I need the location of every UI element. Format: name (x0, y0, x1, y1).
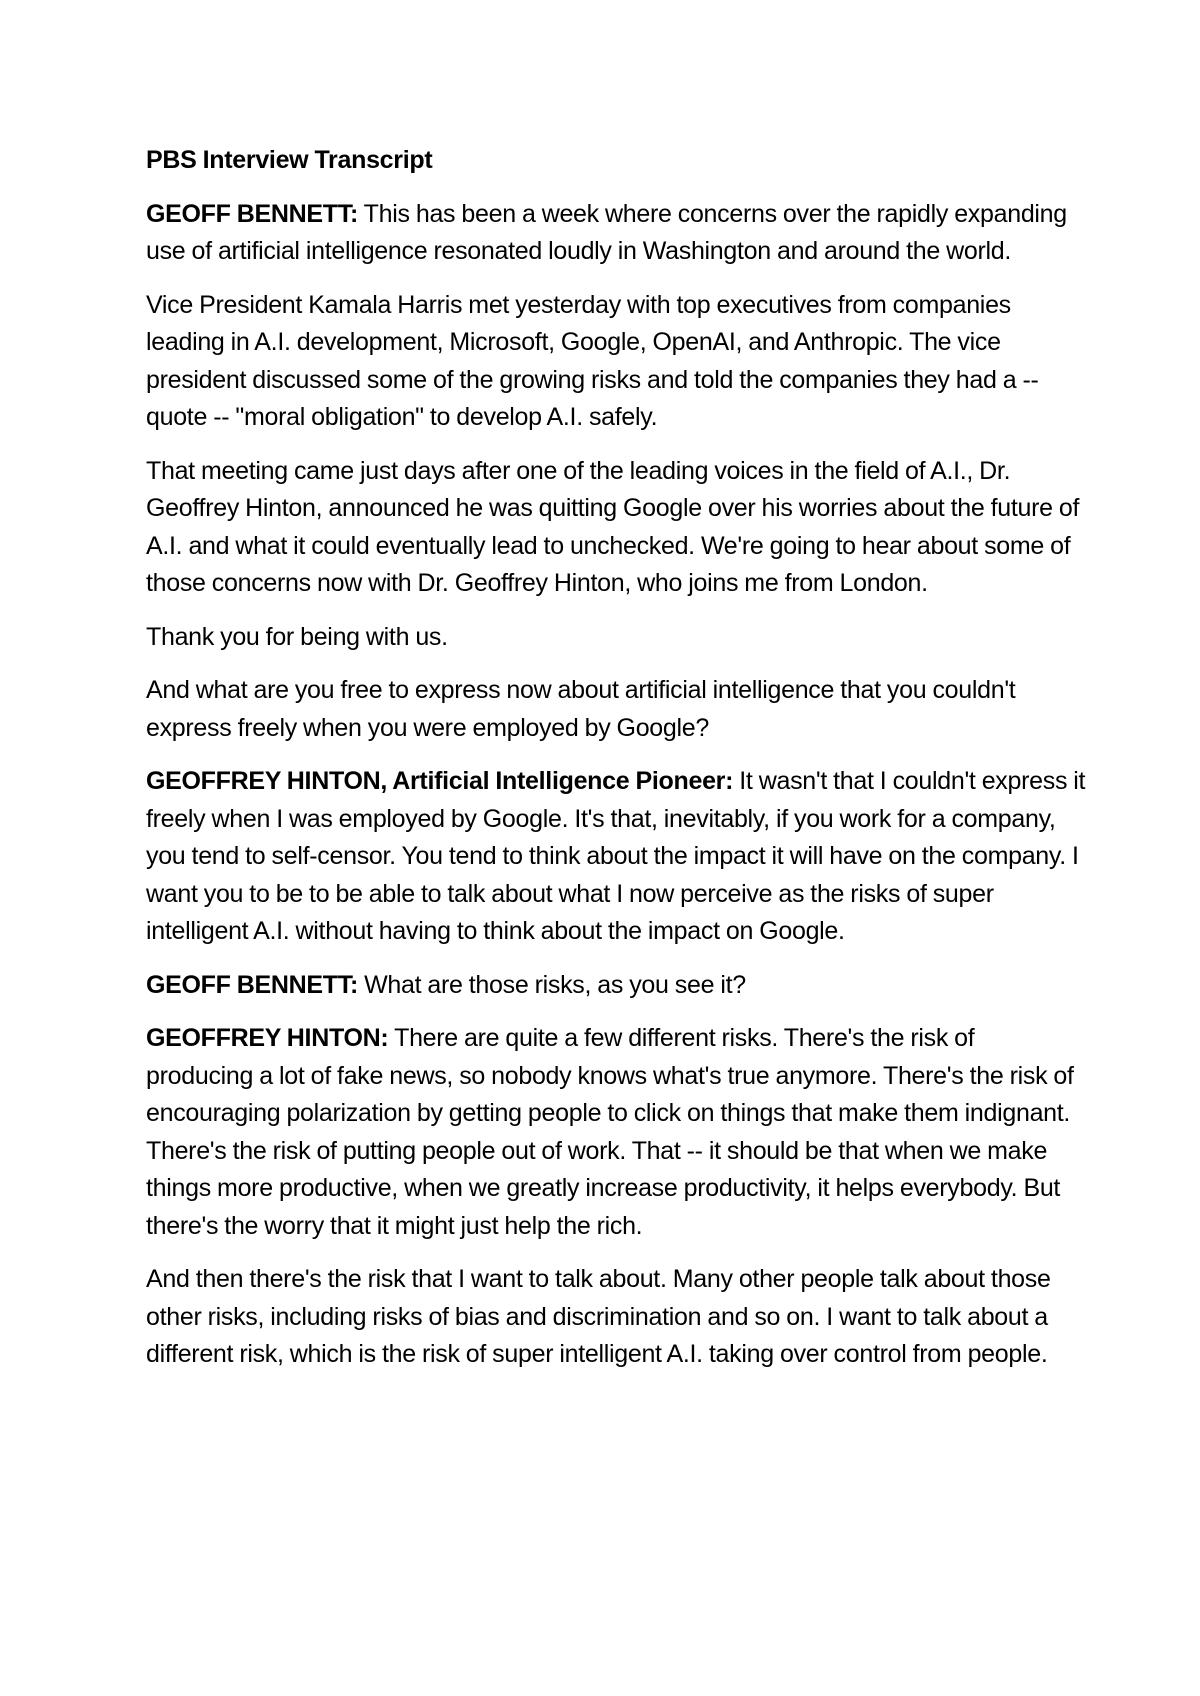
transcript-paragraph (146, 1020, 1086, 1245)
transcript-paragraph (146, 967, 1086, 1005)
transcript-paragraph (146, 672, 1086, 747)
transcript-paragraph (146, 763, 1086, 951)
document-title: PBS Interview Transcript (146, 146, 433, 174)
paragraph-text: There are quite a few different risks. There's the risk of producing a lot of fake news, so nobody knows what's true anymore. There's the risk of encouraging polarization by getting people to click on things that make them indignant. There's the risk of putting people out of work. That -- it should be that when we make things more productive, when we greatly increase productivity, it helps everybody. But there's the worry that it might just help the rich. (146, 1024, 1074, 1240)
speaker-name: GEOFFREY HINTON, Artificial Intelligence Pioneer: (146, 767, 734, 795)
paragraph-text: Thank you for being with us. (146, 622, 448, 651)
speaker-name: GEOFF BENNETT: (146, 970, 358, 999)
speaker-name: GEOFFREY HINTON: (146, 1024, 389, 1052)
paragraph-text: It wasn't that I couldn't express it freely when I was employed by Google. It's that, inevitably, if you work for a company, you tend to self-censor. You tend to think about the impact it will have on the company. I want you to be to be able to talk about what I now perceive as the risks of super intelligent A.I. without having to think about the impact on Google. (146, 767, 1086, 945)
document-body (146, 142, 1086, 1390)
transcript-paragraph (146, 287, 1086, 437)
speaker-name: GEOFF BENNETT: (146, 199, 358, 228)
transcript-paragraph (146, 453, 1086, 603)
paragraph-text: That meeting came just days after one of the leading voices in the field of A.I., Dr. Geoffrey Hinton, announced he was quitting Google over his worries about the future of A.I. and what it could eventually lead to unchecked. We're going to hear about some of those concerns now with Dr. Geoffrey Hinton, who joins me from London. (146, 456, 1080, 597)
transcript-paragraph (146, 1261, 1086, 1374)
transcript-paragraph (146, 196, 1086, 271)
paragraph-text: What are those risks, as you see it? (357, 970, 746, 999)
transcript-paragraph (146, 619, 1086, 657)
paragraph-text: And then there's the risk that I want to talk about. Many other people talk about those other risks, including risks of bias and discrimination and so on. I want to talk about a different risk, which is the risk of super intelligent A.I. taking over control from people. (146, 1265, 1051, 1368)
paragraph-text: Vice President Kamala Harris met yesterday with top executives from companies leading in A.I. development, Microsoft, Google, OpenAI, and Anthropic. The vice president discussed some of the growing risks and told the companies they had a -- quote -- "moral obligation" to develop A.I. safely. (146, 290, 1039, 431)
paragraph-text: This has been a week where concerns over the rapidly expanding use of artificial intelligence resonated loudly in Washington and around the world. (146, 199, 1067, 265)
paragraph-text: And what are you free to express now about artificial intelligence that you couldn't express freely when you were employed by Google? (146, 676, 1016, 742)
